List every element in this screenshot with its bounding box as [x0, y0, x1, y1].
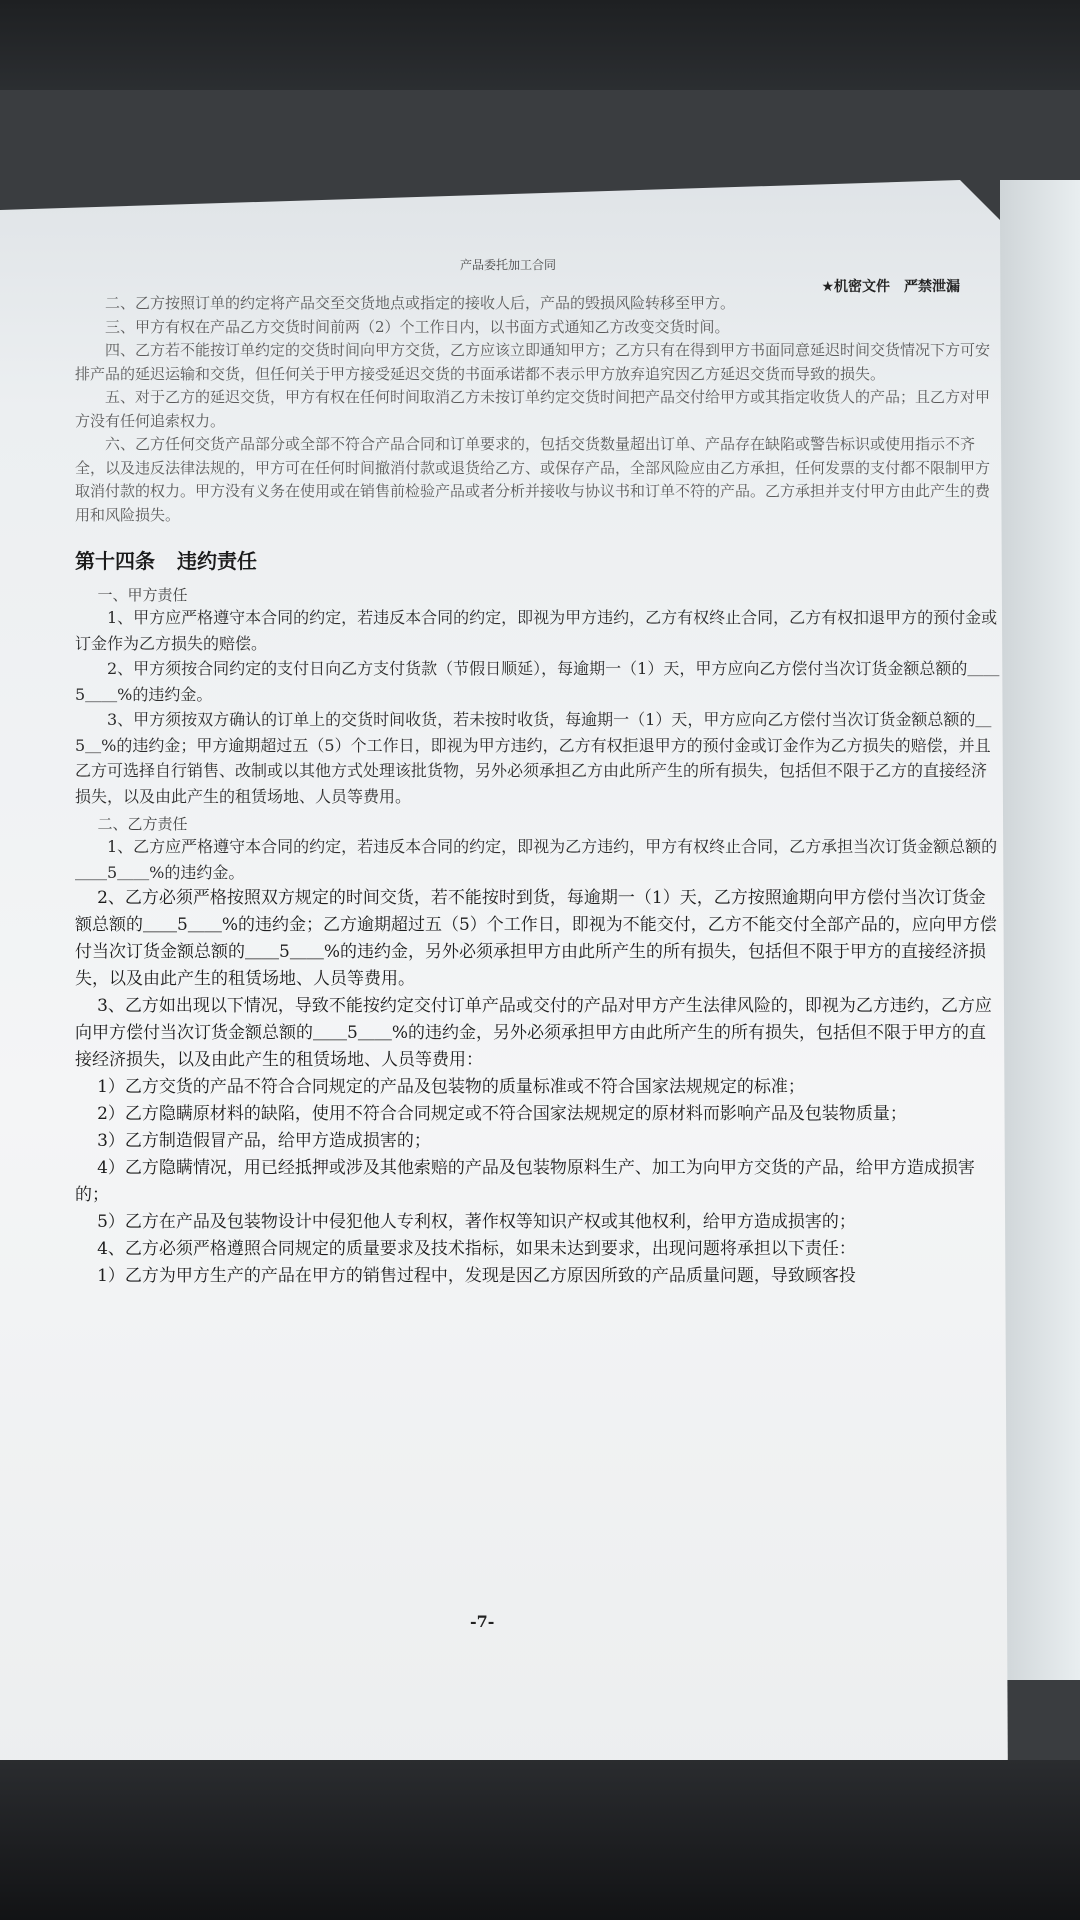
paragraph: 二、乙方按照订单的约定将产品交至交货地点或指定的接收人后，产品的毁损风险转移至甲方。	[105, 294, 736, 312]
section-title: 二、乙方责任	[97, 815, 188, 833]
clause: 4、乙方必须严格遵照合同规定的质量要求及技术指标，如果未达到要求，出现问题将承担以下责任：	[97, 1239, 856, 1259]
background-bottom	[0, 1760, 1080, 1920]
sub-clause: 1）乙方交货的产品不符合合同规定的产品及包装物的质量标准或不符合国家法规规定的标准；	[97, 1077, 805, 1097]
clause: 3、甲方须按双方确认的订单上的交货时间收货，若未按时收货，每逾期一（1）天，甲方应向乙方偿付当次订货金额总额的＿5＿%的违约金；甲方逾期超过五（5）个工作日，即视为甲方违约，乙方有权拒退甲方的预付金或订金作为乙方损失的赔偿，并且乙方可选择自行销售、改制或以其他方式处理该批货物，另外必须承担乙方由此所产生的所有损失，包括但不限于乙方的直接经济损失，以及由此产生的租赁场地、人员等费用。	[75, 710, 992, 806]
clause: 2、乙方必须严格按照双方规定的时间交货，若不能按时到货，每逾期一（1）天，乙方按照逾期向甲方偿付当次订货金额总额的＿＿5＿＿%的违约金；乙方逾期超过五（5）个工作日，即视为不能交付，乙方不能交付全部产品的，应向甲方偿付当次订货金额总额的＿＿5＿＿%的违约金，另外必须承担甲方由此所产生的所有损失，包括但不限于甲方的直接经济损失，以及由此产生的租赁场地、人员等费用。	[75, 888, 997, 989]
clause: 1、乙方应严格遵守本合同的约定，若违反本合同的约定，即视为乙方违约，甲方有权终止合同，乙方承担当次订货金额总额的＿＿5＿＿%的违约金。	[75, 837, 998, 882]
adjacent-page-edge	[1000, 180, 1080, 1680]
article-title: 违约责任	[177, 549, 257, 573]
article-heading	[75, 545, 1000, 574]
page-number: -7-	[470, 1612, 495, 1631]
page-header	[75, 250, 1000, 295]
clause: 1、甲方应严格遵守本合同的约定，若违反本合同的约定，即视为甲方违约，乙方有权终止合同，乙方有权扣退甲方的预付金或订金作为乙方损失的赔偿。	[75, 608, 998, 653]
sub-clause: 3）乙方制造假冒产品，给甲方造成损害的；	[97, 1131, 431, 1151]
header-title: 产品委托加工合同	[460, 258, 557, 272]
paragraph: 三、甲方有权在产品乙方交货时间前两（2）个工作日内，以书面方式通知乙方改变交货时间。	[105, 317, 730, 336]
top-paragraphs	[75, 292, 1000, 527]
sub-clause: 1）乙方为甲方生产的产品在甲方的销售过程中，发现是因乙方原因所致的产品质量问题，导致顾客投	[97, 1266, 856, 1286]
paragraph: 四、乙方若不能按订单约定的交货时间向甲方交货，乙方应该立即通知甲方；乙方只有在得到甲方书面同意延迟时间交货情况下方可安排产品的延迟运输和交货，但任何关于甲方接受延迟交货的书面承诺都不表示甲方放弃追究因乙方延迟交货而导致的损失。	[75, 341, 991, 383]
sub-clause: 4）乙方隐瞒情况，用已经抵押或涉及其他索赔的产品及包装物原料生产、加工为向甲方交货的产品，给甲方造成损害的；	[75, 1158, 975, 1205]
sub-clause: 2）乙方隐瞒原材料的缺陷，使用不符合合同规定或不符合国家法规规定的原材料而影响产品及包装物质量；	[97, 1104, 907, 1124]
article-number: 第十四条	[75, 549, 155, 573]
sub-clause: 5）乙方在产品及包装物设计中侵犯他人专利权，著作权等知识产权或其他权利，给甲方造成损害的；	[97, 1212, 856, 1232]
confidential-mark: ★机密文件 严禁泄漏	[821, 279, 960, 295]
paragraph: 五、对于乙方的延迟交货，甲方有权在任何时间取消乙方未按订单约定交货时间把产品交付给甲方或其指定收货人的产品；且乙方对甲方没有任何追索权力。	[75, 388, 991, 430]
section-title: 一、甲方责任	[97, 586, 188, 604]
page-content	[75, 250, 1000, 1290]
clause: 3、乙方如出现以下情况，导致不能按约定交付订单产品或交付的产品对甲方产生法律风险的，即视为乙方违约，乙方应向甲方偿付当次订货金额总额的＿＿5＿＿%的违约金，另外必须承担甲方由此所产生的所有损失，包括但不限于甲方的直接经济损失，以及由此产生的租赁场地、人员等费用：	[75, 996, 992, 1070]
paragraph: 六、乙方任何交货产品部分或全部不符合产品合同和订单要求的，包括交货数量超出订单、产品存在缺陷或警告标识或使用指示不齐全，以及违反法律法规的，甲方可在任何时间撤消付款或退货给乙方、或保存产品，全部风险应由乙方承担，任何发票的支付都不限制甲方取消付款的权力。甲方没有义务在使用或在销售前检验产品或者分析并接收与协议书和订单不符的产品。乙方承担并支付甲方由此产生的费用和风险损失。	[75, 435, 991, 524]
clause: 2、甲方须按合同约定的支付日向乙方支付货款（节假日顺延），每逾期一（1）天，甲方应向乙方偿付当次订货金额总额的＿＿5＿＿%的违约金。	[75, 659, 1000, 704]
background-top	[0, 0, 1080, 90]
